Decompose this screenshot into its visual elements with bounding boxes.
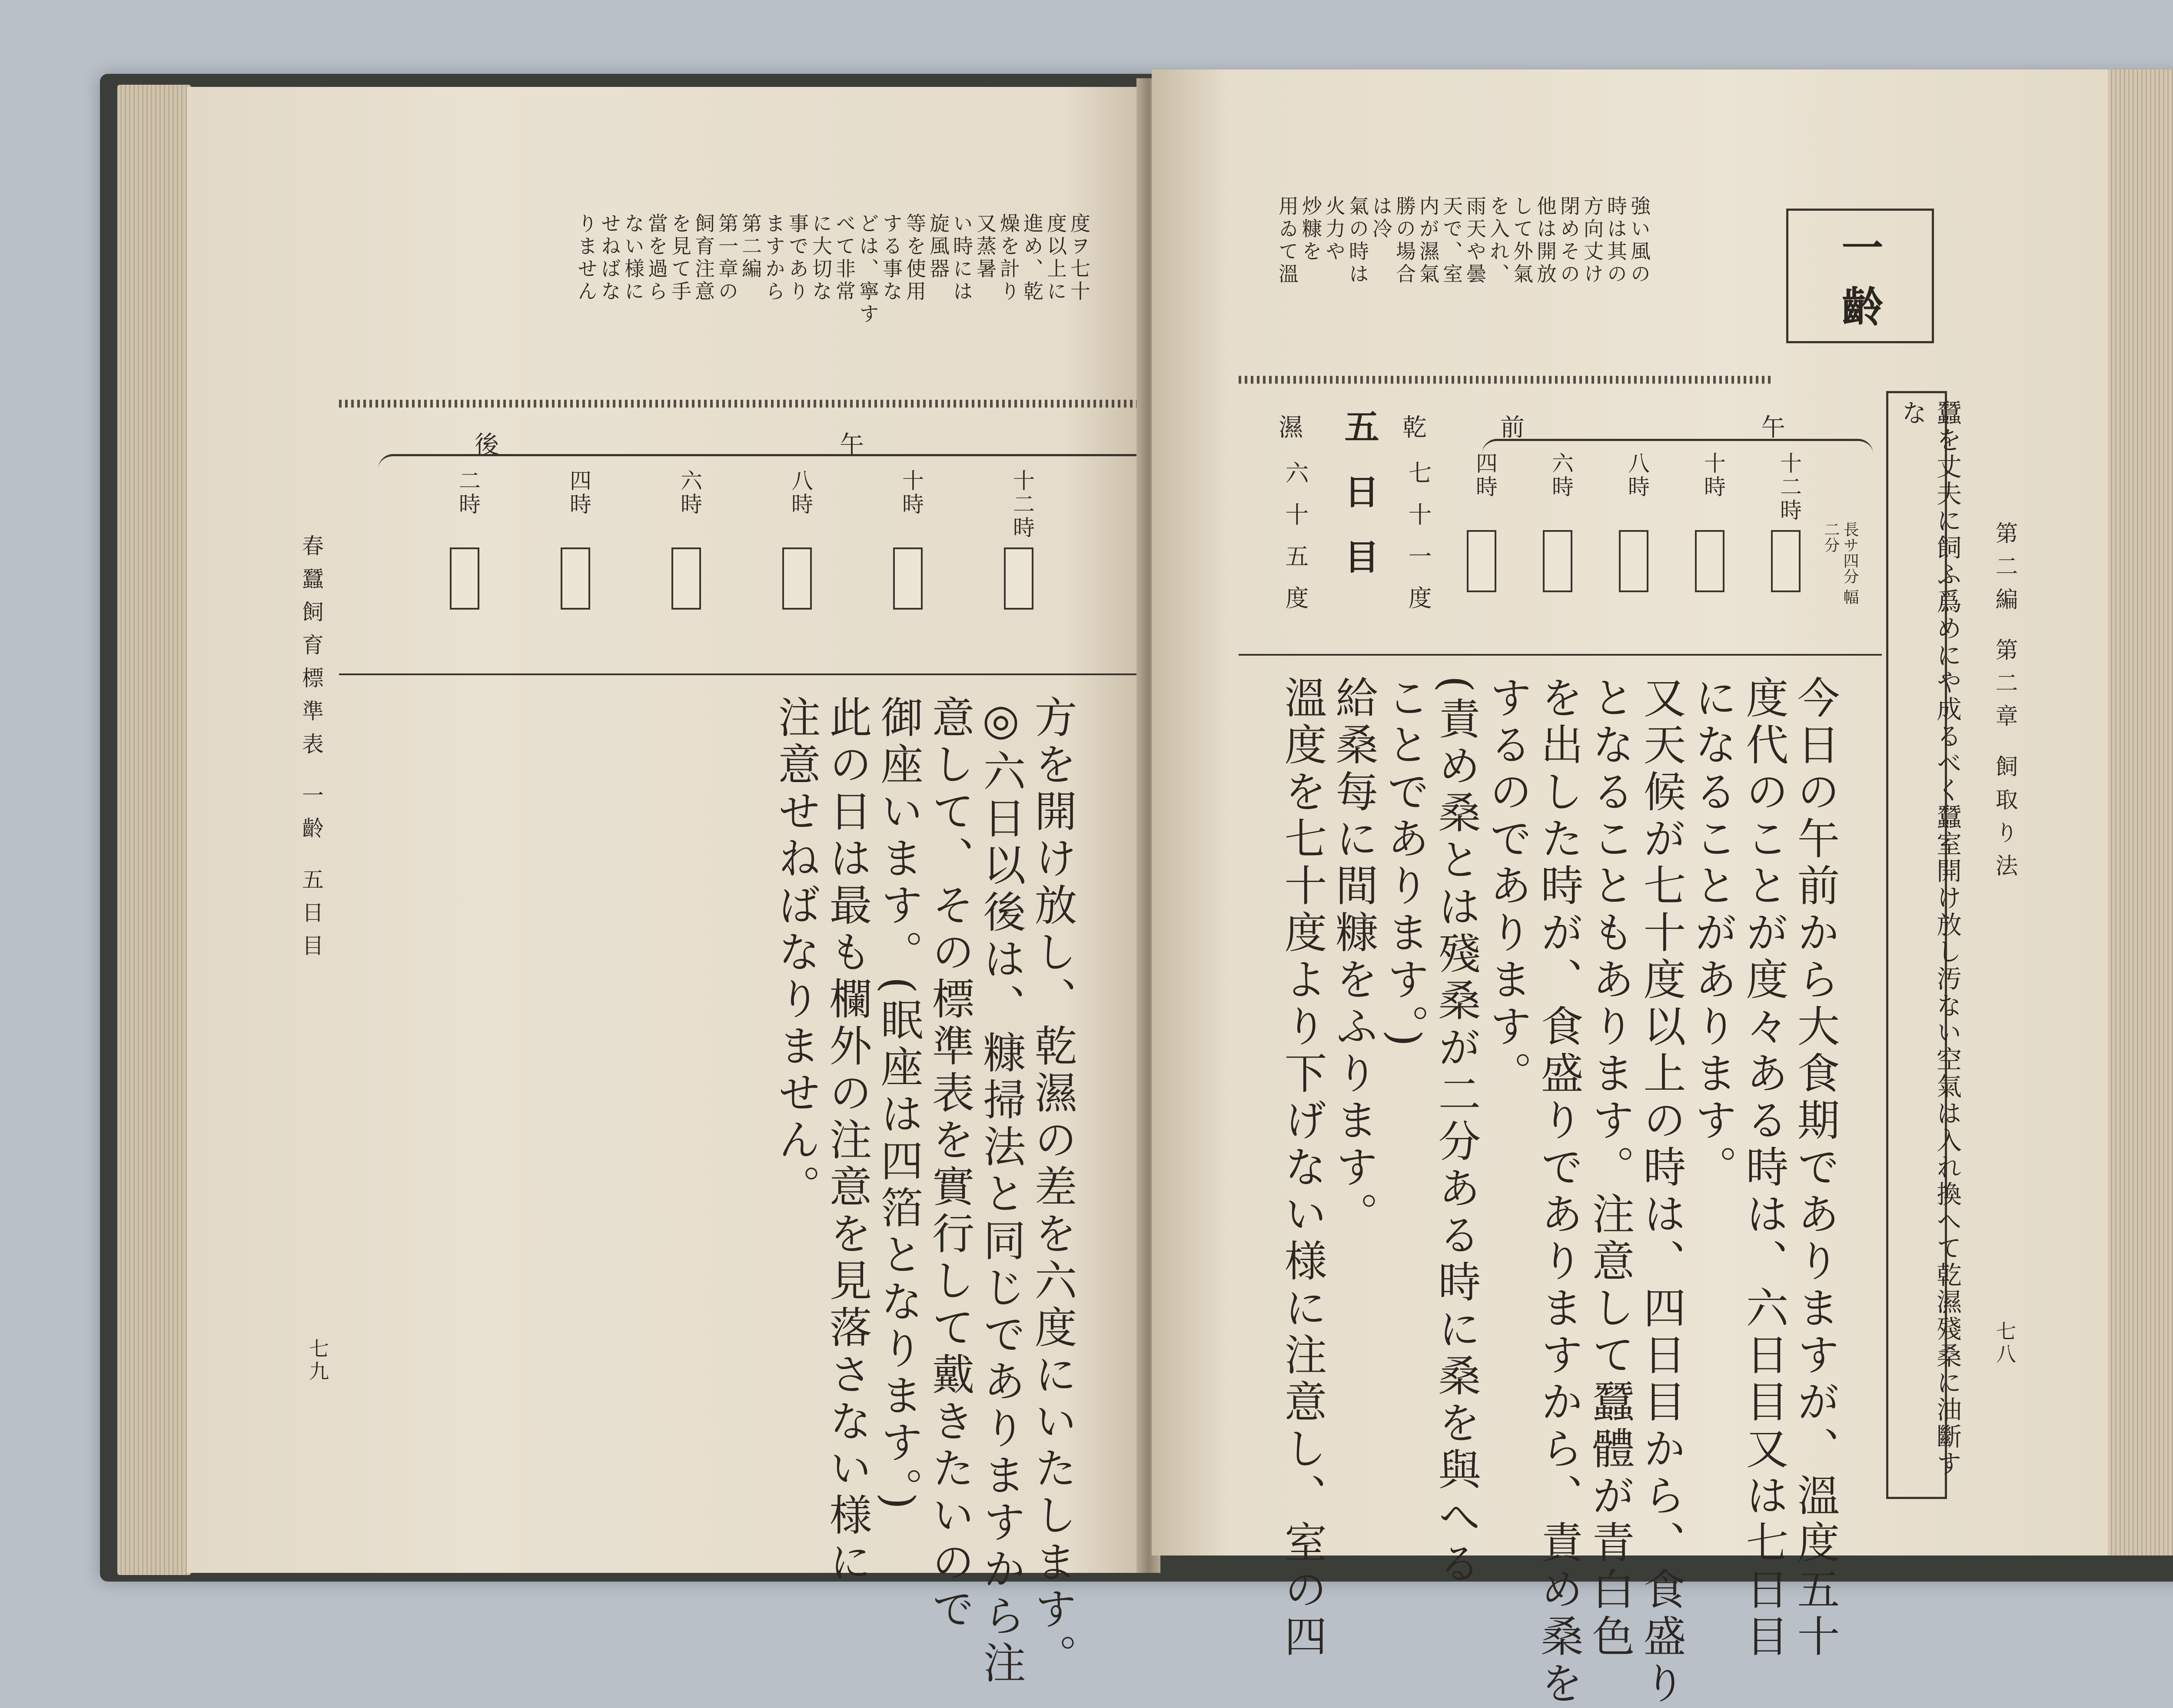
note-column: 第二編: [739, 213, 762, 281]
page-number: 七九: [306, 1338, 329, 1383]
right-page: [1152, 70, 2108, 1708]
schedule-time-label: 二時: [455, 469, 481, 516]
body-column: 今日の午前から大食期でありますが、溫度五十: [1790, 676, 1840, 1661]
note-column: 第一章の: [715, 213, 739, 303]
schedule-time-label: 六時: [677, 469, 702, 516]
schedule-bottom-rule: [1239, 654, 1882, 656]
note-column: 火力や: [1322, 196, 1346, 263]
note-column: 閉めその: [1557, 196, 1581, 286]
schedule-time-label: 十二時: [1010, 469, 1035, 540]
schedule-slot-box: [1543, 530, 1572, 592]
schedule-slot-box: [450, 547, 479, 610]
notes-divider: [339, 400, 1165, 408]
page-edges-left: [117, 85, 191, 1575]
body-column: (責め桑とは殘桑が二分ある時に桑を與へる: [1431, 676, 1481, 1589]
body-column: 意して、その標準表を實行して戴きたいので: [925, 695, 974, 1634]
page-edges-right: [2103, 70, 2173, 1555]
schedule-time-label: 八時: [1625, 452, 1650, 499]
note-column: を見て手: [668, 213, 692, 303]
body-column: 注意せねばなりません。: [771, 695, 821, 1211]
day-label: 五日目: [1339, 408, 1379, 604]
schedule-slot-box: [1467, 530, 1496, 592]
note-column: 旋風器: [927, 213, 950, 281]
note-column: りません: [575, 213, 598, 303]
schedule-group-label-noon: 午: [840, 431, 864, 459]
note-column: 事であり: [786, 213, 809, 303]
running-head: 春蠶飼育標準表 一齡 五日目: [299, 534, 324, 967]
note-column: 又蒸暑: [974, 213, 997, 281]
schedule-bottom-rule: [339, 673, 1165, 675]
schedule-slot-box: [1771, 530, 1801, 592]
body-column: になることがあります。: [1688, 676, 1737, 1192]
schedule-brace: [1482, 439, 1873, 454]
note-column: 進め、乾: [1020, 213, 1044, 303]
note-column: 氣の時は: [1346, 196, 1369, 286]
body-column: 給桑每に間糠をふります。: [1329, 676, 1378, 1239]
note-column: 飼育注意: [692, 213, 715, 303]
note-column: 等を使用: [903, 213, 927, 303]
margin-note: 蠶を丈夫に飼ふ爲めにや成るべく蠶室開け放し汚ない空氣は入れ換へて乾濕殘桑に油斷すな: [1897, 400, 1962, 1477]
note-column: ますから: [762, 213, 786, 303]
body-column: 方を開け放し、乾濕の差を六度にいたします。: [1027, 695, 1077, 1681]
schedule-group-label-afternoon: 後: [475, 431, 499, 459]
left-body-text: [770, 695, 1078, 1688]
wet-value: 六十五度: [1282, 461, 1309, 627]
schedule-group-label-noon: 午: [1761, 414, 1785, 442]
size-note: 長サ四分 幅二分: [1822, 521, 1859, 605]
schedule-time-label: 六時: [1548, 452, 1574, 499]
note-column: 度以上に: [1044, 213, 1067, 303]
notes-divider-right: [1239, 376, 1773, 384]
note-column: 内が濕氣: [1416, 196, 1440, 286]
note-column: 時は其の: [1604, 196, 1628, 286]
schedule-brace: [378, 454, 1160, 469]
schedule-slot-box: [561, 547, 590, 610]
note-column: どは、寧す: [856, 213, 880, 326]
note-column: 強い風の: [1628, 196, 1651, 286]
body-column: 又天候が七十度以上の時は、四日目から、食盛り: [1636, 676, 1686, 1708]
schedule-slot-box: [1695, 530, 1724, 592]
note-column: べて非常: [833, 213, 856, 303]
note-column: 方向丈け: [1581, 196, 1604, 286]
note-column: せねばな: [598, 213, 621, 303]
schedule-time-label: 十時: [1701, 452, 1726, 499]
page-number: 七八: [1993, 1321, 2017, 1366]
note-column: 當を過ら: [645, 213, 668, 303]
body-column: ◎六日以後は、糠掃法と同じでありますから注: [976, 695, 1026, 1688]
left-page: [187, 87, 1143, 1688]
schedule-slot-box: [671, 547, 701, 610]
schedule-time-label: 四時: [1472, 452, 1498, 499]
body-column: となることもあります。注意して蠶體が青白色: [1585, 676, 1635, 1661]
note-column: は冷: [1369, 196, 1393, 241]
note-column: 雨天や曇: [1463, 196, 1487, 286]
note-column: して外氣: [1510, 196, 1534, 286]
body-column: ことであります。): [1380, 676, 1429, 1051]
right-body-text: [1276, 676, 1841, 1708]
note-column: を入れ、: [1487, 196, 1510, 286]
left-margin-notes: [575, 213, 1091, 400]
schedule-time-label: 十時: [899, 469, 924, 516]
schedule-time-label: 四時: [566, 469, 591, 516]
body-column: 此の日は最も欄外の注意を見落さない様に: [822, 695, 872, 1587]
note-column: 他は開放: [1534, 196, 1557, 286]
right-margin-notes: [1276, 196, 1651, 382]
section-heading: 一齡: [1835, 226, 1884, 344]
schedule-slot-box: [1004, 547, 1033, 610]
wet-label: 濕: [1279, 414, 1303, 442]
schedule-slot-box: [782, 547, 812, 610]
note-column: 度ヲ七十: [1067, 213, 1091, 303]
note-column: い時には: [950, 213, 974, 303]
body-column: 溫度を七十度より下げない様に注意し、室の四: [1277, 676, 1327, 1661]
schedule-slot-box: [1619, 530, 1648, 592]
running-head: 第二編 第二章 飼取り法: [1991, 521, 2017, 887]
note-column: 用ゐて溫: [1276, 196, 1299, 286]
body-column: するのであります。: [1482, 676, 1532, 1098]
body-column: 度代のことが度々ある時は、六日目又は七日目: [1739, 676, 1788, 1661]
dry-label: 乾: [1402, 414, 1427, 442]
schedule-group-label-morning: 前: [1500, 414, 1525, 442]
note-column: する事な: [880, 213, 903, 303]
schedule-time-label: 八時: [788, 469, 813, 516]
body-column: を出した時が、食盛りでありますから、責め桑を: [1534, 676, 1583, 1708]
schedule-slot-box: [893, 547, 923, 610]
note-column: ない様に: [621, 213, 645, 303]
body-column: 御座います。(眠座は四箔となります。): [874, 695, 923, 1514]
note-column: 燥を計り: [997, 213, 1020, 303]
note-column: 天で、室: [1440, 196, 1463, 286]
note-column: に大切な: [809, 213, 833, 303]
note-column: 勝の場合: [1393, 196, 1416, 286]
schedule-time-label: 十二時: [1777, 452, 1802, 522]
note-column: 炒糠を: [1299, 196, 1322, 263]
dry-value: 七十一度: [1405, 461, 1432, 627]
